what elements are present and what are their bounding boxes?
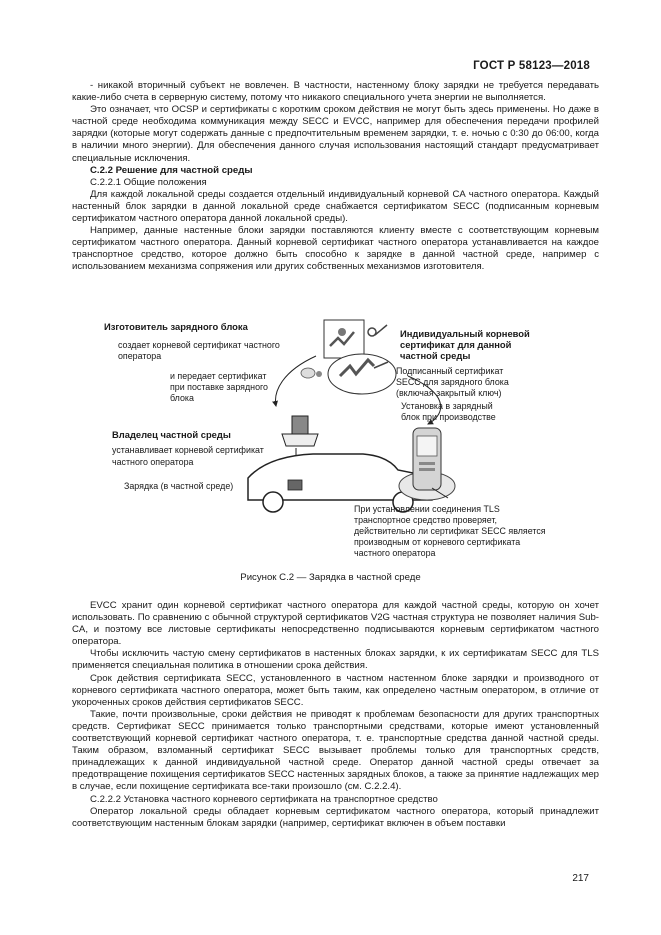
label-transfers-3: блока: [170, 393, 194, 403]
paragraph: - никакой вторичный субъект не вовлечен. В частности, настенному блоку зарядки не требуется передавать какие-либо счета в серверную систему, потому что никакого специального учета энергии не выполняется.: [72, 80, 599, 104]
label-install-box-2: блок при производстве: [401, 412, 496, 422]
label-installs-2: частного оператора: [112, 457, 194, 467]
label-charging: Зарядка (в частной среде): [124, 481, 234, 491]
key-icon: [368, 325, 387, 336]
subsection-heading: C.2.2.1 Общие положения: [90, 176, 207, 188]
label-signed-3: (включая закрытый ключ): [396, 388, 502, 398]
paragraph: Для каждой локальной среды создается отдельный индивидуальный корневой CA частного оператора. Каждый настенный блок зарядки в данной локальной среде снабжается сертификатом SECC (подписанным корневым сертификатом частного оператора данной локальной среды).: [72, 188, 599, 225]
delivery-box-icon: [282, 416, 318, 446]
arrow-to-box: [275, 356, 316, 406]
paragraph: Оператор локальной среды обладает корневым сертификатом частного оператора, который принадлежит соответствующим настенным блокам зарядки (например, сертификат включен в объем поставки: [72, 805, 599, 829]
label-tls-1: При установлении соединения TLS: [354, 504, 500, 514]
manufacturer-title: Изготовитель зарядного блока: [104, 321, 248, 332]
figure-caption: Рисунок C.2 — Зарядка в частной среде: [240, 572, 421, 583]
label-creates-1: создает корневой сертификат частного: [118, 340, 280, 350]
paragraph: Такие, почти произвольные, сроки действия не приводят к проблемам безопасности для других транспортных средств. Сертификат SECC принимается только транспортными средствами, которые имеют установленный соответствующий корневой сертификат частного оператора, т. е. транспортные средства данной частной среды. Таким образом, взломанный сертификат SECC вызывает проблемы только для транспортных средств, принадлежащих к данной индивидуальной частной среде. Оператор данной частной среды отвечает за предотвращение похищения сертификатов SECC настенных зарядных блоков, а также за принятие надлежащих мер в случае, если похищение сертификата все-таки произошло (см. C.2.2.4).: [72, 708, 599, 793]
label-creates-2: оператора: [118, 351, 162, 361]
label-transfers-2: при поставке зарядного: [170, 382, 268, 392]
root-cert-title-1: Индивидуальный корневой: [400, 328, 530, 339]
root-certificate-icon: [324, 320, 364, 358]
label-installs-1: устанавливает корневой сертификат: [112, 445, 264, 455]
section-heading: C.2.2 Решение для частной среды: [90, 164, 253, 176]
label-signed-2: SECC для зарядного блока: [396, 377, 509, 387]
page-number: 217: [572, 873, 589, 884]
paragraph: Срок действия сертификата SECC, установленного в частном настенном блоке зарядки и производного от корневого сертификата частного оператора, может быть таким, как определено частным оператором, в отличие от укороченных сроков действия сертификатов SECC.: [72, 672, 599, 708]
label-tls-2: транспортное средство проверяет,: [354, 515, 497, 525]
paragraph: Например, данные настенные блоки зарядки поставляются клиенту вместе с соответствующим корневым сертификатом частного оператора. Данный корневой сертификат частного оператора устанавливается на каждое транспортное средство, которое должно быть способно к зарядке в данной частной среде, например с использованием механизма сопряжения или других собственных механизмов изготовителя.: [72, 225, 599, 273]
paragraph: Это означает, что OCSP и сертификаты с коротким сроком действия не могут быть здесь применены. Но даже в частной среде необходима коммуникация между SECC и EVCC, например для обеспечения передачи профилей зарядки (которые могут содержать данные с предпочтительным временем зарядки, т. е. ночью с 0:30 до 06:00, когда в наличии много энергии). Для обеспечения данного случая использования настоящий стандарт предусматривает специальные исключения.: [72, 104, 599, 164]
subsection-heading: C.2.2.2 Установка частного корневого сертификата на транспортное средство: [90, 793, 438, 805]
label-signed-1: Подписанный сертификат: [396, 366, 504, 376]
small-certificate-icon: [301, 368, 322, 378]
owner-title: Владелец частной среды: [112, 429, 231, 440]
label-install-box-1: Установка в зарядный: [401, 401, 493, 411]
figure-private-charging: [98, 316, 568, 566]
label-tls-4: производным от корневого сертификата: [354, 537, 521, 547]
paragraph: Чтобы исключить частую смену сертификатов в настенных блоках зарядки, к их сертификатам SECC для TLS применяется специальная политика в отношении срока действия.: [72, 648, 599, 672]
top-text-block: [72, 80, 599, 274]
label-tls-3: действительно ли сертификат SECC является: [354, 526, 546, 536]
root-cert-title-2: сертификат для данной: [400, 339, 512, 350]
document-id-header: ГОСТ Р 58123—2018: [473, 60, 590, 72]
paragraph: EVCC хранит один корневой сертификат частного оператора для каждой частной среды, которую он хочет использовать. По сравнению с обычной структурой сертификатов V2G частная структура не позволяет наличия Sub-CA, и поэтому все листовые сертификаты непосредственно подписываются корневым сертификатом частного оператора.: [72, 600, 599, 648]
label-tls-5: частного оператора: [354, 548, 436, 558]
signed-certificate-icon: [328, 354, 396, 394]
label-transfers-1: и передает сертификат: [170, 371, 267, 381]
bottom-text-block: [72, 600, 599, 830]
root-cert-title-3: частной среды: [400, 350, 471, 361]
wallbox-charger-icon: [399, 428, 455, 500]
